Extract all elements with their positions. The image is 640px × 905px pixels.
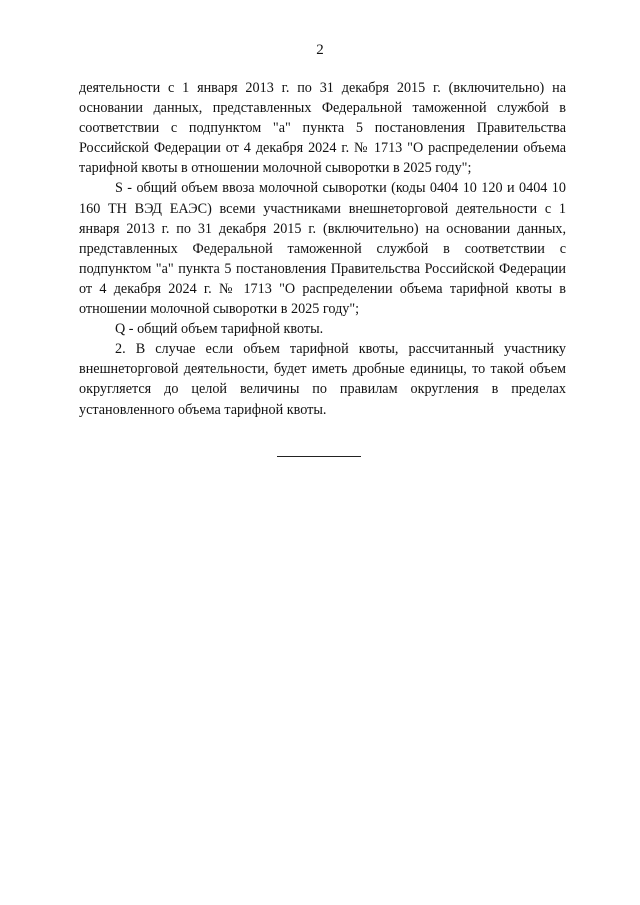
paragraph-continuation: деятельности с 1 января 2013 г. по 31 декабря 2015 г. (включительно) на основании данных, представленных Федеральной таможенной службой в соответствии с подпунктом "а" пункта 5 постановления Правительства Российской Федерации от 4 декабря 2024 г. № 1713 "О распределении объема тарифной квоты в отношении молочной сыворотки в 2025 году"; (79, 80, 566, 177)
paragraph-rounding-rule: 2. В случае если объем тарифной квоты, рассчитанный участнику внешнеторговой деятельности, будет иметь дробные единицы, то такой объем округляется до целой величины по правилам округления в пределах установленного объема тарифной квоты. (79, 341, 566, 418)
paragraph-q-definition: Q - общий объем тарифной квоты. (115, 321, 324, 338)
page-number: 2 (316, 42, 324, 58)
document-body (79, 78, 566, 420)
end-separator-line (277, 456, 361, 457)
paragraph-s-definition: S - общий объем ввоза молочной сыворотки (коды 0404 10 120 и 0404 10 160 ТН ВЭД ЕАЭС) всеми участниками внешнеторговой деятельности с 1 января 2013 г. по 31 декабря 2015 г. (включительно) на основании данных, представленных Федеральной таможенной службой в соответствии с подпунктом "а" пункта 5 постановления Правительства Российской Федерации от 4 декабря 2024 г. № 1713 "О распределении объема тарифной квоты в отношении молочной сыворотки в 2025 году"; (79, 180, 566, 318)
